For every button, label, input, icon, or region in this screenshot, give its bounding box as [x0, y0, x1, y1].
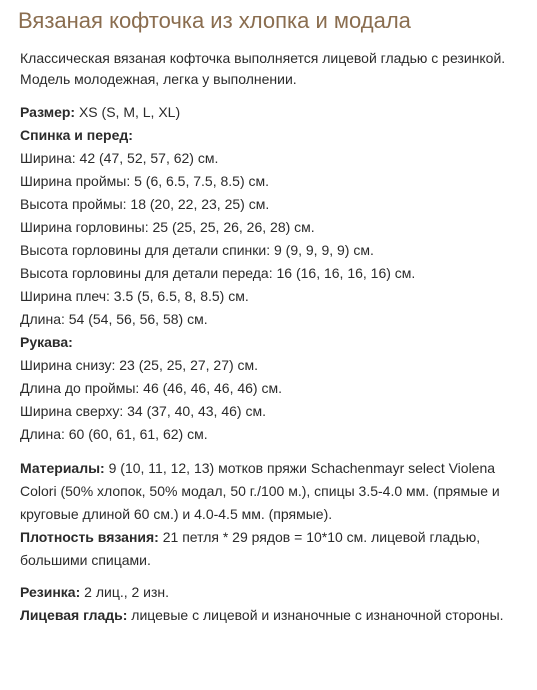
back-front-line: Длина: 54 (54, 56, 56, 58) см.: [20, 311, 208, 327]
intro-line-1: Классическая вязаная кофточка выполняется лицевой гладью с резинкой.: [20, 50, 506, 66]
sleeves-line: Длина до проймы: 46 (46, 46, 46, 46) см.: [20, 380, 282, 396]
materials-text: 9 (10, 11, 12, 13) мотков пряжи Schachenmayr select Violena Colori (50% хлопок, 50% модал, 50 г./100 м.), спицы 3.5-4.0 мм. (прямые и круговые длиной 60 см.) и 4.0-4.5 мм. (прямые).: [20, 460, 500, 522]
back-front-heading: Спинка и перед:: [20, 127, 133, 143]
back-front-line: Высота горловины для детали переда: 16 (16, 16, 16, 16) см.: [20, 265, 416, 281]
gauge-label: Плотность вязания:: [20, 529, 159, 545]
sleeves-line: Ширина сверху: 34 (37, 40, 43, 46) см.: [20, 403, 266, 419]
back-front-line: Ширина плеч: 3.5 (5, 6.5, 8, 8.5) см.: [20, 288, 249, 304]
size-label: Размер:: [20, 104, 76, 120]
gauge-text: 21 петля * 29 рядов = 10*10 см. лицевой гладью, большими спицами.: [20, 529, 481, 568]
materials-label: Материалы:: [20, 460, 105, 476]
back-front-line: Высота проймы: 18 (20, 22, 23, 25) см.: [20, 196, 270, 212]
size-value: XS (S, M, L, XL): [75, 104, 181, 120]
rib-paragraph: [20, 581, 517, 604]
page-title: Вязаная кофточка из хлопка и модала: [18, 8, 411, 33]
rib-text: 2 лиц., 2 изн.: [80, 584, 170, 600]
stockinette-label: Лицевая гладь:: [20, 607, 128, 623]
back-front-line: Ширина проймы: 5 (6, 6.5, 7.5, 8.5) см.: [20, 173, 270, 189]
gauge-paragraph: [20, 526, 517, 572]
sleeves-line: Длина: 60 (60, 61, 61, 62) см.: [20, 426, 208, 442]
sleeves-heading: Рукава:: [20, 334, 73, 350]
size-line: [20, 101, 517, 124]
stockinette-paragraph: [20, 604, 517, 627]
sleeves-line: Ширина снизу: 23 (25, 25, 27, 27) см.: [20, 357, 259, 373]
intro-line-2: Модель молодежная, легка у выполнении.: [20, 71, 297, 87]
rib-label: Резинка:: [20, 584, 81, 600]
stockinette-text: лицевые с лицевой и изнаночные с изнаночной стороны.: [127, 607, 504, 623]
materials-paragraph: [20, 457, 517, 526]
back-front-line: Ширина горловины: 25 (25, 25, 26, 26, 28) см.: [20, 219, 315, 235]
back-front-line: Ширина: 42 (47, 52, 57, 62) см.: [20, 150, 219, 166]
back-front-line: Высота горловины для детали спинки: 9 (9, 9, 9, 9) см.: [20, 242, 374, 258]
